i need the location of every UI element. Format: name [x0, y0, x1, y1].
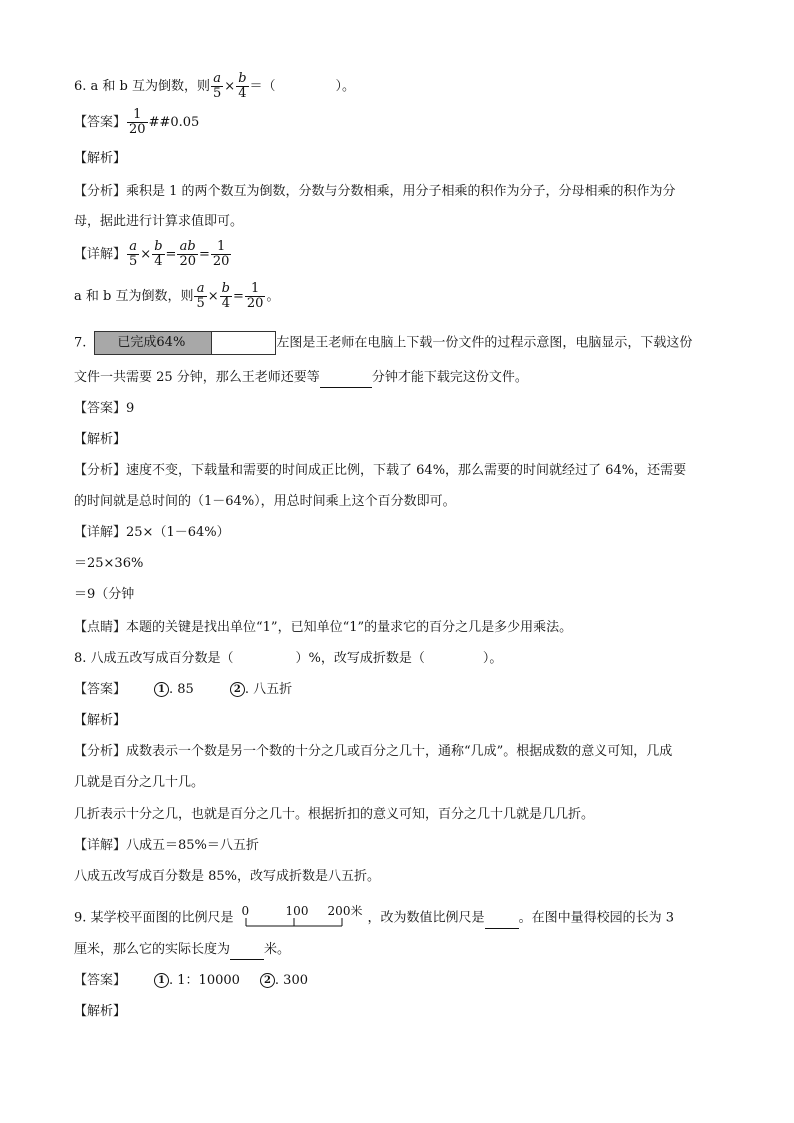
q7-detail-2: ＝25×36%: [74, 556, 144, 571]
q9-question-line1: 9. 某学校平面图的比例尺是 0 100 200米 ，改为数值比例尺是 。在图中量得校园的长为 3: [74, 904, 674, 932]
q9-answer: 【答案】 1 . 1：10000 2 . 300: [74, 973, 308, 988]
q8-analysis-heading: 【解析】: [74, 713, 127, 728]
q8-answer: 【答案】 1 . 85 2 . 八五折: [74, 682, 293, 697]
circled-number-1: 1: [154, 973, 169, 988]
q7-question-line2: 文件一共需要 25 分钟，那么王老师还要等 分钟才能下载完这份文件。: [74, 369, 528, 388]
q8-fenxi-3: 几折表示十分之几，也就是百分之几十。根据折扣的意义可知，百分之几十几就是几几折。: [74, 807, 595, 822]
answer-blank: [230, 941, 264, 960]
progress-label: 已完成64%: [117, 335, 186, 350]
q6-question: 6. a 和 b 互为倒数，则 $\frac{a}{5}$ × $\frac{b}{4}$ ＝（ ）。: [74, 71, 356, 101]
circled-number-1: 1: [154, 682, 169, 697]
answer-blank: [485, 910, 519, 929]
q8-fenxi-1: 【分析】成数表示一个数是另一个数的十分之几或百分之几十，通称“几成”。根据成数的意义可知，几成: [74, 744, 673, 759]
q6-fenxi-2: 母，据此进行计算求值即可。: [74, 214, 244, 229]
circled-number-2: 2: [230, 682, 245, 697]
q9-analysis-heading: 【解析】: [74, 1004, 127, 1019]
q7-detail-3: ＝9（分钟: [74, 587, 135, 602]
q7-answer: 【答案】9: [74, 401, 135, 416]
q7-fenxi-2: 的时间就是总时间的（1－64%），用总时间乘上这个百分数即可。: [74, 494, 456, 509]
q6-analysis-heading: 【解析】: [74, 151, 127, 166]
fraction-b-4: $\frac{b}{4}$: [238, 71, 247, 101]
scale-label-0: 0: [241, 904, 250, 918]
q8-fenxi-2: 几就是百分之几十几。: [74, 775, 205, 790]
q9-question-line2: 厘米，那么它的实际长度为 米。: [74, 941, 290, 960]
q8-detail: 【详解】八成五＝85%＝八五折: [74, 838, 259, 853]
q6-conclusion: a 和 b 互为倒数，则 $\frac{a}{5}$ × $\frac{b}{4}$ = $\frac{1}{20}$ 。: [74, 281, 280, 311]
scale-label-100: 100: [285, 904, 309, 918]
q7-dianjing: 【点睛】本题的关键是找出单位“1”，已知单位“1”的量求它的百分之几是多少用乘法。: [74, 620, 573, 635]
q7-analysis-heading: 【解析】: [74, 432, 127, 447]
q6-detail: 【详解】 $\frac{a}{5}$ × $\frac{b}{4}$ = $\frac{ab}{20}$ = $\frac{1}{20}$: [74, 239, 230, 269]
q6-fenxi-1: 【分析】乘积是 1 的两个数互为倒数，分数与分数相乘，用分子相乘的积作为分子，分母相乘的积作为分: [74, 184, 676, 199]
circled-number-2: 2: [260, 973, 275, 988]
fraction-a-5: $\frac{a}{5}$: [213, 71, 222, 101]
answer-blank: [320, 369, 372, 388]
download-progress-bar: [94, 331, 276, 355]
answer-fraction: $\frac{1}{20}$: [129, 107, 146, 137]
q7-question-line1: 7. 已完成64% 左图是王老师在电脑上下载一份文件的过程示意图，电脑显示，下载这份: [74, 331, 692, 355]
line-scale-bar: [241, 904, 368, 932]
q8-question: 8. 八成五改写成百分数是（ ）%，改写成折数是（ ）。: [74, 651, 503, 666]
q6-answer: 【答案】 $\frac{1}{20}$ ##0.05: [74, 107, 200, 137]
q7-fenxi-1: 【分析】速度不变，下载量和需要的时间成正比例，下载了 64%，那么需要的时间就经过了 64%，还需要: [74, 463, 687, 478]
q8-conclusion: 八成五改写成百分数是 85%，改写成折数是八五折。: [74, 869, 381, 884]
q6-prefix: 6. a 和 b 互为倒数，则: [74, 79, 211, 94]
scale-label-200: 200米: [327, 904, 363, 918]
q7-detail-1: 【详解】25×（1－64%）: [74, 525, 230, 540]
